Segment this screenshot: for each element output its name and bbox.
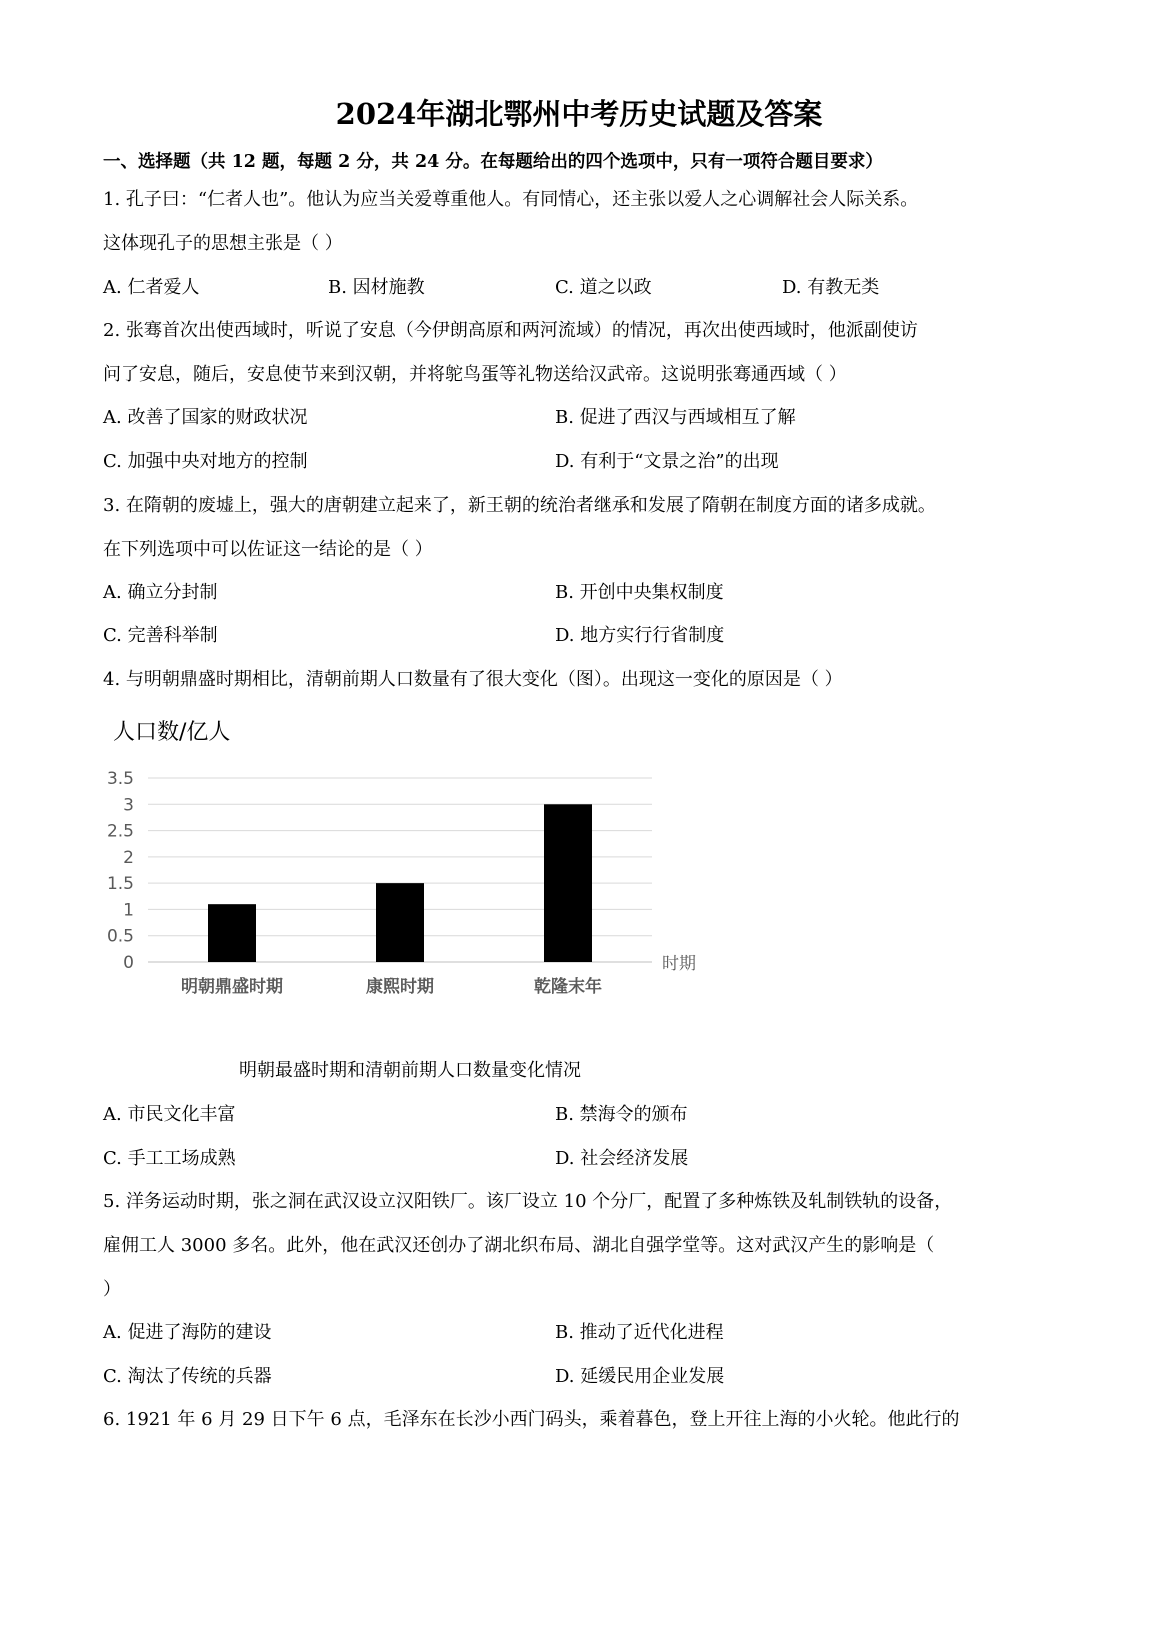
- question-2-option-c: C. 加强中央对地方的控制: [103, 451, 308, 472]
- y-tick-label: 3: [123, 795, 134, 816]
- question-4-line-1: 4. 与明朝鼎盛时期相比，清朝前期人口数量有了很大变化（图）。出现这一变化的原因是（ ）: [103, 669, 843, 690]
- bar-1: [208, 904, 256, 962]
- x-tick-label: 乾隆末年: [534, 977, 602, 997]
- question-5-option-a: A. 促进了海防的建设: [103, 1322, 272, 1343]
- chart-title: 人口数/亿人: [113, 720, 231, 745]
- question-3-option-c: C. 完善科举制: [103, 625, 218, 646]
- y-tick-label: 1.5: [106, 874, 134, 895]
- question-2-option-b: B. 促进了西汉与西域相互了解: [555, 407, 796, 428]
- question-3-line-1: 3. 在隋朝的废墟上，强大的唐朝建立起来了，新王朝的统治者继承和发展了隋朝在制度方面的诸多成就。: [103, 495, 936, 516]
- question-2-option-a: A. 改善了国家的财政状况: [103, 407, 308, 428]
- question-2-option-d: D. 有利于“文景之治”的出现: [555, 451, 779, 472]
- y-tick-label: 2.5: [106, 821, 134, 842]
- question-3-line-2: 在下列选项中可以佐证这一结论的是（ ）: [103, 539, 433, 560]
- question-5-option-c: C. 淘汰了传统的兵器: [103, 1366, 272, 1387]
- question-5-option-b: B. 推动了近代化进程: [555, 1322, 724, 1343]
- bar-3: [544, 804, 592, 962]
- question-3-option-d: D. 地方实行行省制度: [555, 625, 725, 646]
- y-tick-label: 0: [123, 953, 134, 973]
- question-1-line-2: 这体现孔子的思想主张是（ ）: [103, 233, 343, 254]
- question-1-option-a: A. 仁者爱人: [103, 277, 200, 298]
- y-tick-label: 2: [123, 847, 134, 868]
- question-4-option-d: D. 社会经济发展: [555, 1148, 689, 1169]
- document-title: 2024年湖北鄂州中考历史试题及答案: [335, 97, 823, 131]
- y-tick-label: 0.5: [106, 926, 134, 947]
- x-tick-label: 康熙时期: [366, 977, 434, 997]
- y-tick-label: 1: [123, 900, 134, 921]
- x-axis-label: 时期: [662, 954, 696, 974]
- question-1-option-b: B. 因材施教: [328, 277, 425, 298]
- question-4-option-a: A. 市民文化丰富: [103, 1104, 236, 1125]
- question-4-option-b: B. 禁海令的颁布: [555, 1104, 688, 1125]
- question-3-option-b: B. 开创中央集权制度: [555, 582, 724, 603]
- question-6-line-1: 6. 1921 年 6 月 29 日下午 6 点，毛泽东在长沙小西门码头，乘着暮色，登上开往上海的小火轮。他此行的: [103, 1409, 960, 1430]
- question-1-option-c: C. 道之以政: [555, 277, 652, 298]
- population-bar-chart: [100, 760, 720, 1020]
- question-5-line-3: ）: [103, 1279, 121, 1300]
- question-1-line-1: 1. 孔子曰：“仁者人也”。他认为应当关爱尊重他人。有同情心，还主张以爱人之心调解社会人际关系。: [103, 189, 919, 210]
- question-5-line-1: 5. 洋务运动时期，张之洞在武汉设立汉阳铁厂。该厂设立 10 个分厂，配置了多种炼铁及轧制铁轨的设备，: [103, 1191, 953, 1212]
- question-4-option-c: C. 手工工场成熟: [103, 1148, 236, 1169]
- x-tick-label: 明朝鼎盛时期: [181, 977, 283, 997]
- bar-2: [376, 883, 424, 962]
- chart-caption: 明朝最盛时期和清朝前期人口数量变化情况: [239, 1060, 581, 1081]
- question-2-line-1: 2. 张骞首次出使西域时，听说了安息（今伊朗高原和两河流域）的情况，再次出使西域时，他派副使访: [103, 320, 918, 341]
- question-1-option-d: D. 有教无类: [782, 277, 880, 298]
- question-5-option-d: D. 延缓民用企业发展: [555, 1366, 725, 1387]
- question-2-line-2: 问了安息，随后，安息使节来到汉朝，并将鸵鸟蛋等礼物送给汉武帝。这说明张骞通西域（ ）: [103, 364, 847, 385]
- question-3-option-a: A. 确立分封制: [103, 582, 218, 603]
- section-heading: 一、选择题（共 12 题，每题 2 分，共 24 分。在每题给出的四个选项中，只有一项符合题目要求）: [103, 152, 883, 172]
- y-tick-label: 3.5: [106, 769, 134, 789]
- question-5-line-2: 雇佣工人 3000 多名。此外，他在武汉还创办了湖北织布局、湖北自强学堂等。这对武汉产生的影响是（: [103, 1235, 935, 1256]
